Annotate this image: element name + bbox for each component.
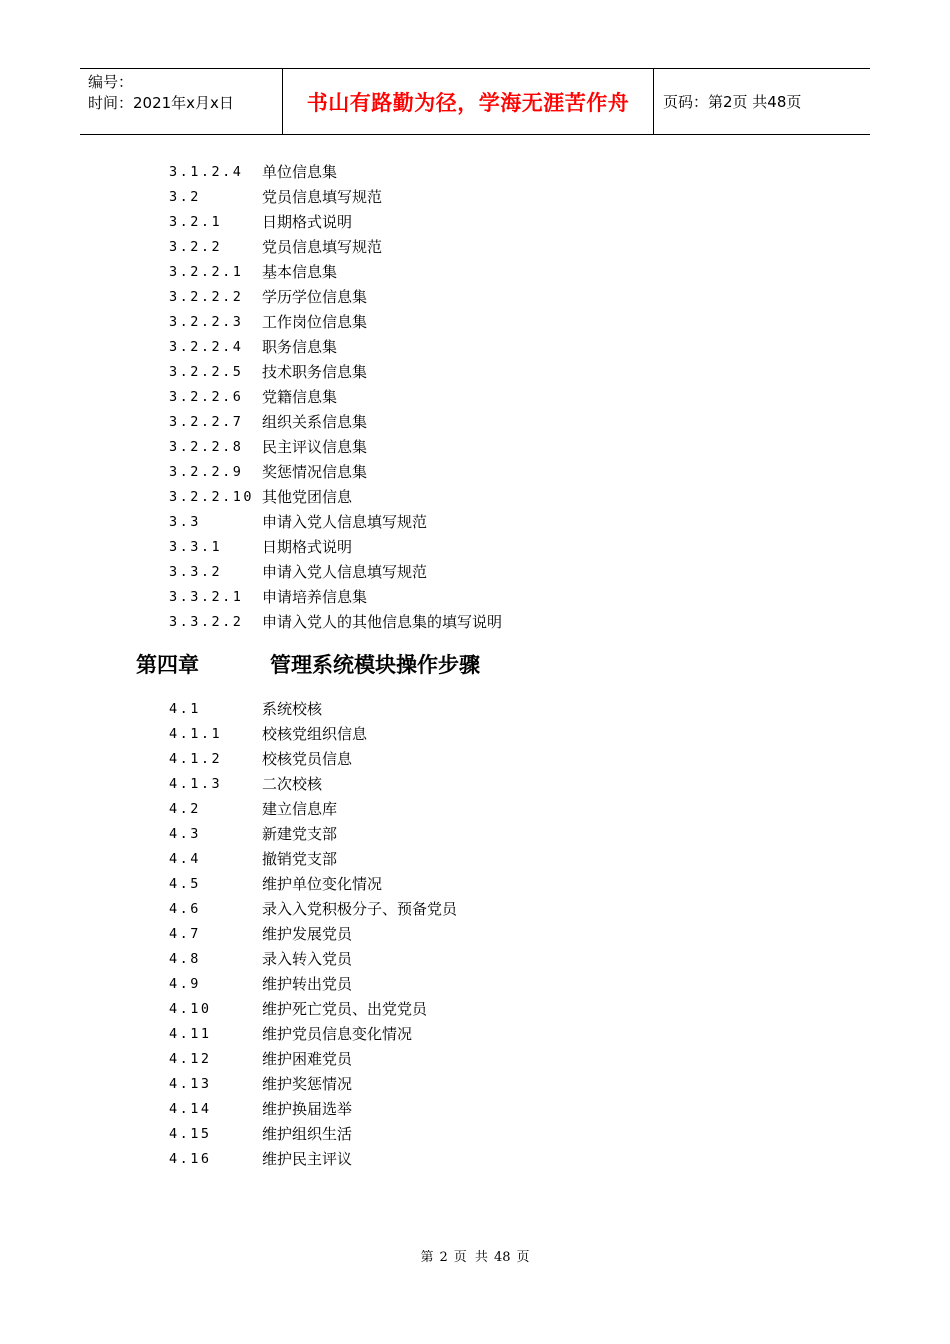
toc-entry[interactable] [0,585,950,610]
toc-entry-number: 3.3.2.2 [169,614,244,630]
toc-entry-number: 4.15 [169,1126,212,1142]
toc-entry-title: 申请培养信息集 [262,588,368,606]
toc-entry-number: 4.1.1 [169,726,223,742]
toc-entry[interactable] [0,310,950,335]
time-label: 时间：2021年x月x日 [88,94,234,112]
toc-entry-title: 职务信息集 [262,338,338,356]
toc-entry-title: 系统校核 [262,700,323,718]
toc-entry[interactable] [0,1072,950,1097]
toc-entry[interactable] [0,335,950,360]
toc-entry[interactable] [0,722,950,747]
toc-entry[interactable] [0,972,950,997]
toc-entry-title: 撤销党支部 [262,850,338,868]
toc-entry[interactable] [0,260,950,285]
toc-entry-title: 建立信息库 [262,800,338,818]
toc-entry[interactable] [0,410,950,435]
toc-entry-number: 3.2.2.4 [169,339,244,355]
toc-entry[interactable] [0,210,950,235]
toc-entry-number: 4.3 [169,826,201,842]
toc-entry-number: 4.5 [169,876,201,892]
footer-prefix: 第 [420,1250,434,1265]
toc-entry-title: 录入转入党员 [262,950,353,968]
toc-entry-title: 党员信息填写规范 [262,238,383,256]
toc-entry[interactable] [0,922,950,947]
toc-entry[interactable] [0,747,950,772]
toc-entry-number: 4.9 [169,976,201,992]
toc-entry[interactable] [0,435,950,460]
toc-entry[interactable] [0,235,950,260]
toc-entry-number: 3.2.2.5 [169,364,244,380]
toc-entry[interactable] [0,1047,950,1072]
toc-entry-title: 维护单位变化情况 [262,875,383,893]
toc-entry-number: 4.8 [169,951,201,967]
toc-entry-number: 3.3.2.1 [169,589,244,605]
toc-entry-number: 3.2.2.3 [169,314,244,330]
toc-entry[interactable] [0,285,950,310]
toc-entry[interactable] [0,535,950,560]
toc-entry-title: 民主评议信息集 [262,438,368,456]
toc-entry-number: 3.2.2.8 [169,439,244,455]
chapter-heading [0,635,950,697]
toc-entry-number: 4.6 [169,901,201,917]
toc-entry-title: 维护换届选举 [262,1100,353,1118]
toc-entry-title: 其他党团信息 [262,488,353,506]
table-of-contents [0,160,950,1172]
toc-entry-number: 3.2.2.2 [169,289,244,305]
footer-total-pages: 48 [493,1250,511,1265]
toc-entry-title: 申请入党人信息填写规范 [262,563,428,581]
toc-entry[interactable] [0,1022,950,1047]
toc-entry[interactable] [0,847,950,872]
toc-entry-title: 新建党支部 [262,825,338,843]
toc-section-4 [0,697,950,1172]
toc-entry[interactable] [0,185,950,210]
toc-entry-number: 4.11 [169,1026,212,1042]
toc-entry-number: 4.1 [169,701,201,717]
toc-entry[interactable] [0,1122,950,1147]
chapter-number: 第四章 [136,653,199,677]
toc-entry-title: 技术职务信息集 [262,363,368,381]
toc-entry-number: 4.4 [169,851,201,867]
toc-entry[interactable] [0,510,950,535]
toc-entry-number: 3.3 [169,514,201,530]
toc-entry-number: 3.2.2.6 [169,389,244,405]
toc-entry-number: 3.1.2.4 [169,164,244,180]
footer-suffix: 页 [516,1250,530,1265]
toc-entry-number: 3.2.2.10 [169,489,255,505]
toc-entry[interactable] [0,460,950,485]
toc-entry-number: 4.12 [169,1051,212,1067]
toc-entry[interactable] [0,872,950,897]
toc-entry[interactable] [0,360,950,385]
toc-entry[interactable] [0,822,950,847]
toc-entry-title: 申请入党人信息填写规范 [262,513,428,531]
toc-entry-title: 维护死亡党员、出党党员 [262,1000,428,1018]
toc-entry[interactable] [0,485,950,510]
toc-entry-number: 3.3.2 [169,564,223,580]
toc-entry-number: 3.2.2 [169,239,223,255]
toc-entry[interactable] [0,772,950,797]
header-left-cell [80,69,282,134]
toc-entry[interactable] [0,560,950,585]
toc-entry-title: 维护奖惩情况 [262,1075,353,1093]
toc-entry-title: 二次校核 [262,775,323,793]
page-header [80,68,870,135]
toc-entry-number: 3.2.2.7 [169,414,244,430]
toc-entry[interactable] [0,385,950,410]
toc-entry-title: 基本信息集 [262,263,338,281]
serial-label: 编号： [88,73,134,91]
toc-entry-number: 3.2.2.1 [169,264,244,280]
toc-entry[interactable] [0,697,950,722]
toc-entry-title: 党员信息填写规范 [262,188,383,206]
toc-entry-title: 维护发展党员 [262,925,353,943]
toc-entry-number: 4.1.3 [169,776,223,792]
toc-entry-title: 工作岗位信息集 [262,313,368,331]
toc-entry-title: 维护民主评议 [262,1150,353,1168]
footer-mid: 页 共 [453,1250,488,1265]
toc-entry[interactable] [0,160,950,185]
toc-entry[interactable] [0,610,950,635]
toc-entry[interactable] [0,997,950,1022]
toc-entry[interactable] [0,797,950,822]
toc-entry-title: 维护党员信息变化情况 [262,1025,413,1043]
toc-entry-number: 3.2.1 [169,214,223,230]
toc-entry-title: 维护组织生活 [262,1125,353,1143]
toc-entry-title: 录入入党积极分子、预备党员 [262,900,458,918]
toc-entry-title: 维护转出党员 [262,975,353,993]
toc-entry-title: 校核党员信息 [262,750,353,768]
toc-section-3 [0,160,950,635]
toc-entry[interactable] [0,1097,950,1122]
toc-entry-number: 4.10 [169,1001,212,1017]
toc-entry[interactable] [0,1147,950,1172]
toc-entry-title: 单位信息集 [262,163,338,181]
toc-entry-number: 3.2 [169,189,201,205]
header-page-info: 页码：第2页 共48页 [663,93,802,111]
header-motto: 书山有路勤为径，学海无涯苦作舟 [282,69,654,134]
toc-entry-title: 维护困难党员 [262,1050,353,1068]
toc-entry-title: 校核党组织信息 [262,725,368,743]
toc-entry-title: 组织关系信息集 [262,413,368,431]
toc-entry-number: 4.1.2 [169,751,223,767]
toc-entry-title: 学历学位信息集 [262,288,368,306]
toc-entry-title: 日期格式说明 [262,538,353,556]
toc-entry-number: 4.14 [169,1101,212,1117]
toc-entry-title: 党籍信息集 [262,388,338,406]
chapter-title: 管理系统模块操作步骤 [270,653,480,677]
toc-entry-number: 4.7 [169,926,201,942]
toc-entry-title: 申请入党人的其他信息集的填写说明 [262,613,503,631]
footer-page-number: 2 [439,1250,448,1265]
toc-entry-number: 4.13 [169,1076,212,1092]
toc-entry[interactable] [0,947,950,972]
toc-entry-number: 3.2.2.9 [169,464,244,480]
page-footer [0,1246,950,1265]
toc-entry-title: 奖惩情况信息集 [262,463,368,481]
toc-entry[interactable] [0,897,950,922]
toc-entry-number: 3.3.1 [169,539,223,555]
toc-entry-number: 4.16 [169,1151,212,1167]
toc-entry-title: 日期格式说明 [262,213,353,231]
toc-entry-number: 4.2 [169,801,201,817]
